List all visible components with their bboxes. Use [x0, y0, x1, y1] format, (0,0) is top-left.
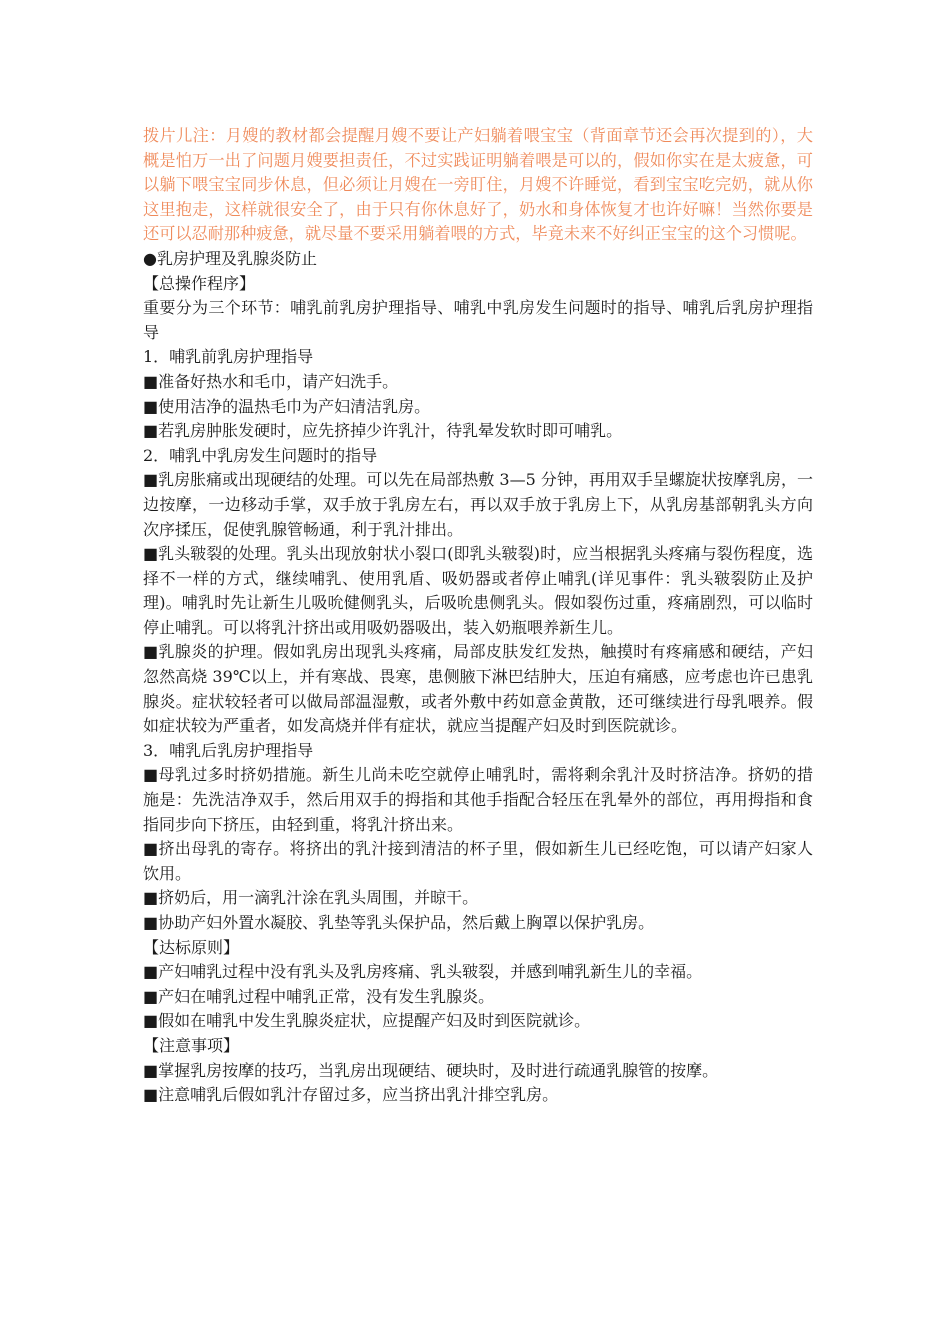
step3-item: ■协助产妇外置水凝胶、乳垫等乳头保护品，然后戴上胸罩以保护乳房。	[143, 913, 655, 932]
standard-item: ■产妇哺乳过程中没有乳头及乳房疼痛、乳头皲裂，并感到哺乳新生儿的幸福。	[143, 962, 703, 982]
document-page	[143, 124, 813, 1108]
step3-item: ■母乳过多时挤奶措施。新生儿尚未吃空就停止哺乳时，需将剩余乳汁及时挤洁净。挤奶的措施是：先洗洁净双手，然后用双手的拇指和其他手指配合轻压在乳晕外的部位，再用拇指和食指同步向下挤压，由轻到重，将乳汁挤出来。	[143, 765, 813, 834]
step2-heading: 2．哺乳中乳房发生问题时的指导	[143, 445, 378, 465]
section-title: ●乳房护理及乳腺炎防止	[143, 248, 317, 268]
editor-note: 拨片儿注：月嫂的教材都会提醒月嫂不要让产妇躺着喂宝宝（背面章节还会再次提到的），大概是怕万一出了问题月嫂要担责任，不过实践证明躺着喂是可以的，假如你实在是太疲惫，可以躺下喂宝宝同步休息，但必须让月嫂在一旁盯住，月嫂不许睡觉，看到宝宝吃完奶，就从你这里抱走，这样就很安全了，由于只有你休息好了，奶水和身体恢复才也许好嘛！当然你要是还可以忍耐那种疲惫，就尽量不要采用躺着喂的方式，毕竟未来不好纠正宝宝的这个习惯呢。	[143, 126, 813, 244]
step2-item: ■乳房胀痛或出现硬结的处理。可以先在局部热敷 3—5 分钟，再用双手呈螺旋状按摩乳房，一边按摩，一边移动手掌，双手放于乳房左右，再以双手放于乳房上下，从乳房基部朝乳头方向次序揉压，促使乳腺管畅通，利于乳汁排出。	[143, 470, 813, 539]
step1-heading: 1．哺乳前乳房护理指导	[143, 347, 314, 367]
step3-item: ■挤奶后，用一滴乳汁涂在乳头周围，并晾干。	[143, 888, 479, 908]
step1-item: ■使用洁净的温热毛巾为产妇清洁乳房。	[143, 396, 431, 416]
step1-item: ■若乳房肿胀发硬时，应先挤掉少许乳汁，待乳晕发软时即可哺乳。	[143, 421, 623, 441]
caution-item: ■掌握乳房按摩的技巧，当乳房出现硬结、硬块时，及时进行疏通乳腺管的按摩。	[143, 1060, 719, 1080]
procedure-heading: 【总操作程序】	[143, 273, 256, 293]
intro-paragraph: 重要分为三个环节：哺乳前乳房护理指导、哺乳中乳房发生问题时的指导、哺乳后乳房护理指导	[143, 298, 813, 342]
step1-item: ■准备好热水和毛巾，请产妇洗手。	[143, 371, 399, 391]
step3-item: ■挤出母乳的寄存。将挤出的乳汁接到清洁的杯子里，假如新生儿已经吃饱，可以请产妇家人饮用。	[143, 839, 813, 883]
standard-heading: 【达标原则】	[143, 937, 240, 957]
step2-item: ■乳头皲裂的处理。乳头出现放射状小裂口(即乳头皲裂)时，应当根据乳头疼痛与裂伤程度，选择不一样的方式，继续哺乳、使用乳盾、吸奶器或者停止哺乳(详见事件：乳头皲裂防止及护理)。哺乳时先让新生儿吸吮健侧乳头，后吸吮患侧乳头。假如裂伤过重，疼痛剧烈，可以临时停止哺乳。可以将乳汁挤出或用吸奶器吸出，装入奶瓶喂养新生儿。	[143, 544, 813, 637]
step2-item: ■乳腺炎的护理。假如乳房出现乳头疼痛，局部皮肤发红发热，触摸时有疼痛感和硬结，产妇忽然高烧 39℃以上，并有寒战、畏寒，患侧腋下淋巴结肿大，压迫有痛感，应考虑也许已患乳腺炎。症状较轻者可以做局部温湿敷，或者外敷中药如意金黄散，还可继续进行母乳喂养。假如症状较为严重者，如发高烧并伴有症状，就应当提醒产妇及时到医院就诊。	[143, 642, 813, 736]
standard-item: ■假如在哺乳中发生乳腺炎症状，应提醒产妇及时到医院就诊。	[143, 1011, 591, 1031]
article-body	[143, 247, 813, 1108]
caution-item: ■注意哺乳后假如乳汁存留过多，应当挤出乳汁排空乳房。	[143, 1085, 559, 1105]
standard-item: ■产妇在哺乳过程中哺乳正常，没有发生乳腺炎。	[143, 986, 495, 1006]
step3-heading: 3．哺乳后乳房护理指导	[143, 740, 314, 760]
caution-heading: 【注意事项】	[143, 1035, 240, 1055]
